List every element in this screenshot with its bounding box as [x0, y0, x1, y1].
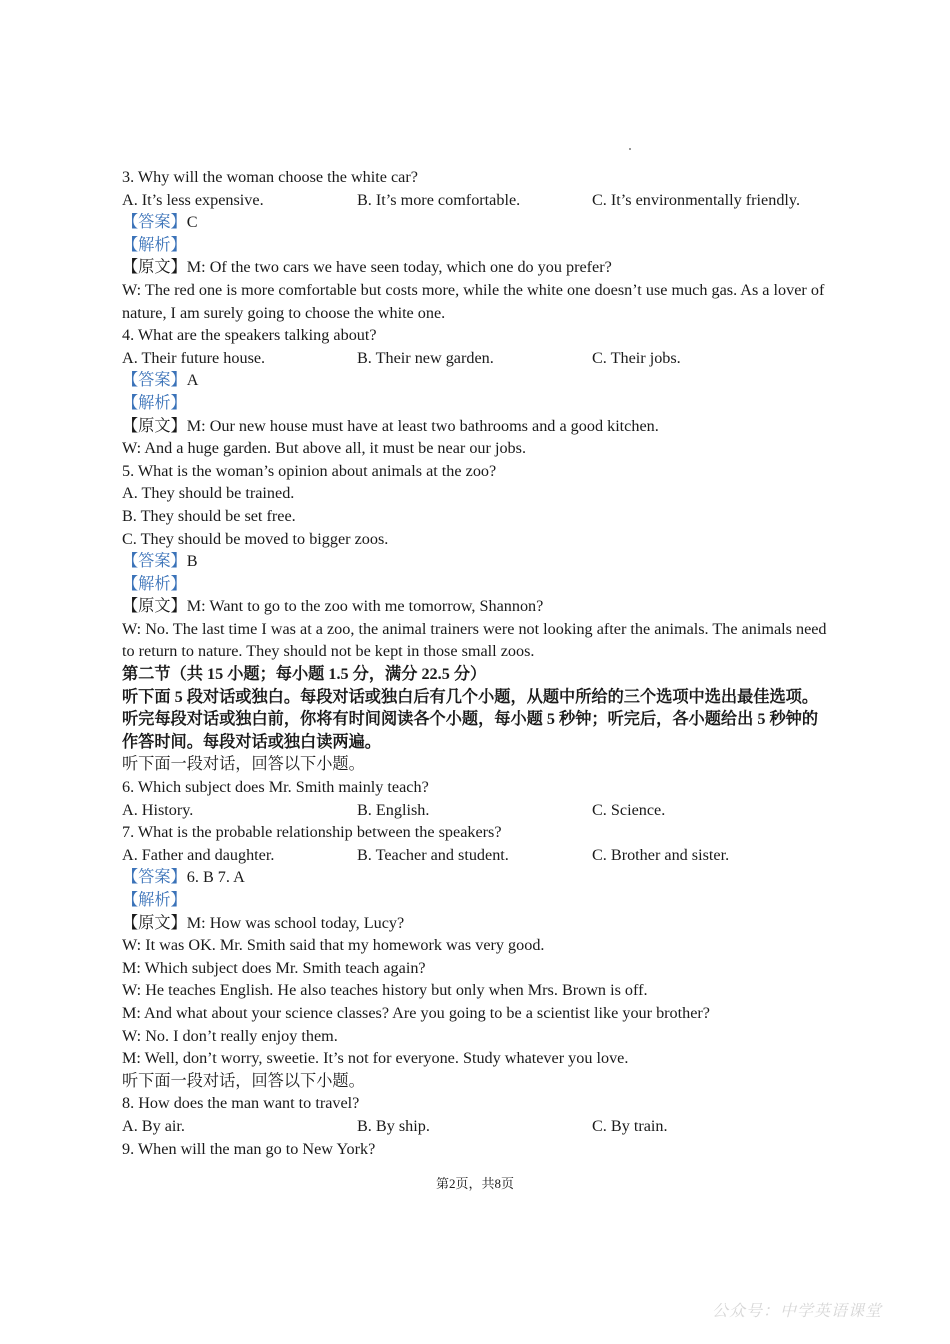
option-row [122, 799, 834, 822]
answer-line [122, 392, 834, 415]
text-line: M: And what about your science classes? Are you going to be a scientist like your brother? [122, 1003, 710, 1022]
transcript-line [122, 256, 834, 279]
text-line: 8. How does the man want to travel? [122, 1094, 360, 1113]
option-row [122, 844, 834, 867]
text-line: 7. What is the probable relationship between the speakers? [122, 823, 502, 842]
section-tag: 【答案】 [122, 371, 187, 390]
section-tag: 【答案】 [122, 213, 187, 232]
tag-content: M: How was school today, Lucy? [186, 913, 405, 932]
text-line: W: The red one is more comfortable but costs more, while the white one doesn’t use much gas. As a lover of nature, I am surely going to choose the white one. [122, 280, 825, 322]
answer-line [122, 234, 834, 257]
option-c: C. Science. [592, 800, 666, 819]
section-heading: 第二节（共 15 小题；每小题 1.5 分，满分 22.5 分） [122, 665, 487, 684]
text-line: 4. What are the speakers talking about? [122, 326, 377, 345]
answer-line [122, 550, 834, 573]
section-tag: 【原文】 [122, 913, 187, 932]
document-body [122, 166, 834, 1160]
tag-content: A [186, 371, 199, 390]
text-line: 9. When will the man go to New York? [122, 1139, 376, 1158]
tag-content: C [186, 213, 198, 232]
option-b: B. It’s more comfortable. [357, 190, 521, 209]
option-row [122, 1115, 834, 1138]
answer-line [122, 369, 834, 392]
text-line: 3. Why will the woman choose the white car? [122, 168, 418, 186]
option-b: B. Their new garden. [357, 348, 494, 367]
option-row [122, 347, 834, 370]
answer-line [122, 889, 834, 912]
tag-content: B [186, 552, 198, 571]
section-tag: 【原文】 [122, 416, 187, 435]
transcript-line [122, 912, 834, 935]
scan-dot [629, 148, 631, 150]
tag-content: M: Our new house must have at least two bathrooms and a good kitchen. [186, 416, 659, 435]
text-line: M: Which subject does Mr. Smith teach again? [122, 958, 426, 977]
text-line: 6. Which subject does Mr. Smith mainly teach? [122, 778, 429, 797]
option-a: A. History. [122, 800, 194, 819]
option-c: C. By train. [592, 1116, 668, 1135]
text-line: B. They should be set free. [122, 506, 296, 525]
tag-content: M: Want to go to the zoo with me tomorrow, Shannon? [186, 597, 544, 616]
transcript-line [122, 595, 834, 618]
text-line: 听下面一段对话，回答以下小题。 [122, 755, 365, 774]
section-tag: 【解析】 [122, 393, 187, 412]
text-line: W: No. The last time I was at a zoo, the animal trainers were not looking after the animals. The animals need to return to nature. They should not be kept in those small zoos. [122, 619, 827, 661]
tag-content: M: Of the two cars we have seen today, which one do you prefer? [186, 258, 612, 277]
section-tag: 【解析】 [122, 235, 187, 254]
text-line: W: It was OK. Mr. Smith said that my homework was very good. [122, 936, 545, 955]
section-tag: 【答案】 [122, 868, 187, 887]
answer-line [122, 866, 834, 889]
option-a: A. Their future house. [122, 348, 266, 367]
option-c: C. Brother and sister. [592, 845, 730, 864]
transcript-line [122, 415, 834, 438]
section-tag: 【原文】 [122, 258, 187, 277]
option-b: B. By ship. [357, 1116, 430, 1135]
section-tag: 【答案】 [122, 552, 187, 571]
text-line: W: No. I don’t really enjoy them. [122, 1026, 338, 1045]
option-b: B. Teacher and student. [357, 845, 509, 864]
text-line: M: Well, don’t worry, sweetie. It’s not for everyone. Study whatever you love. [122, 1049, 629, 1068]
option-b: B. English. [357, 800, 430, 819]
text-line: 听下面一段对话，回答以下小题。 [122, 1071, 365, 1090]
text-line: A. They should be trained. [122, 484, 295, 503]
answer-line [122, 211, 834, 234]
option-c: C. It’s environmentally friendly. [592, 190, 800, 209]
section-tag: 【解析】 [122, 891, 187, 909]
text-line: W: And a huge garden. But above all, it must be near our jobs. [122, 439, 526, 458]
option-a: A. It’s less expensive. [122, 190, 264, 209]
text-line: W: He teaches English. He also teaches history but only when Mrs. Brown is off. [122, 981, 648, 1000]
option-row [122, 189, 834, 212]
option-c: C. Their jobs. [592, 348, 681, 367]
tag-content: 6. B 7. A [186, 868, 245, 887]
page-footer: 第2页，共8页 [435, 1176, 514, 1191]
section-tag: 【解析】 [122, 574, 187, 593]
watermark: 公众号：中学英语课堂 [711, 1303, 882, 1320]
answer-line [122, 573, 834, 596]
option-a: A. By air. [122, 1116, 185, 1135]
option-a: A. Father and daughter. [122, 845, 275, 864]
section-heading: 听下面 5 段对话或独白。每段对话或独白后有几个小题，从题中所给的三个选项中选出最佳选项。听完每段对话或独白前，你将有时间阅读各个小题，每小题 5 秒钟；听完后，各小题给出 5 秒钟的作答时间。每段对话或独白读两遍。 [122, 687, 819, 751]
text-line: C. They should be moved to bigger zoos. [122, 529, 389, 548]
section-tag: 【原文】 [122, 597, 187, 616]
text-line: 5. What is the woman’s opinion about animals at the zoo? [122, 461, 497, 480]
